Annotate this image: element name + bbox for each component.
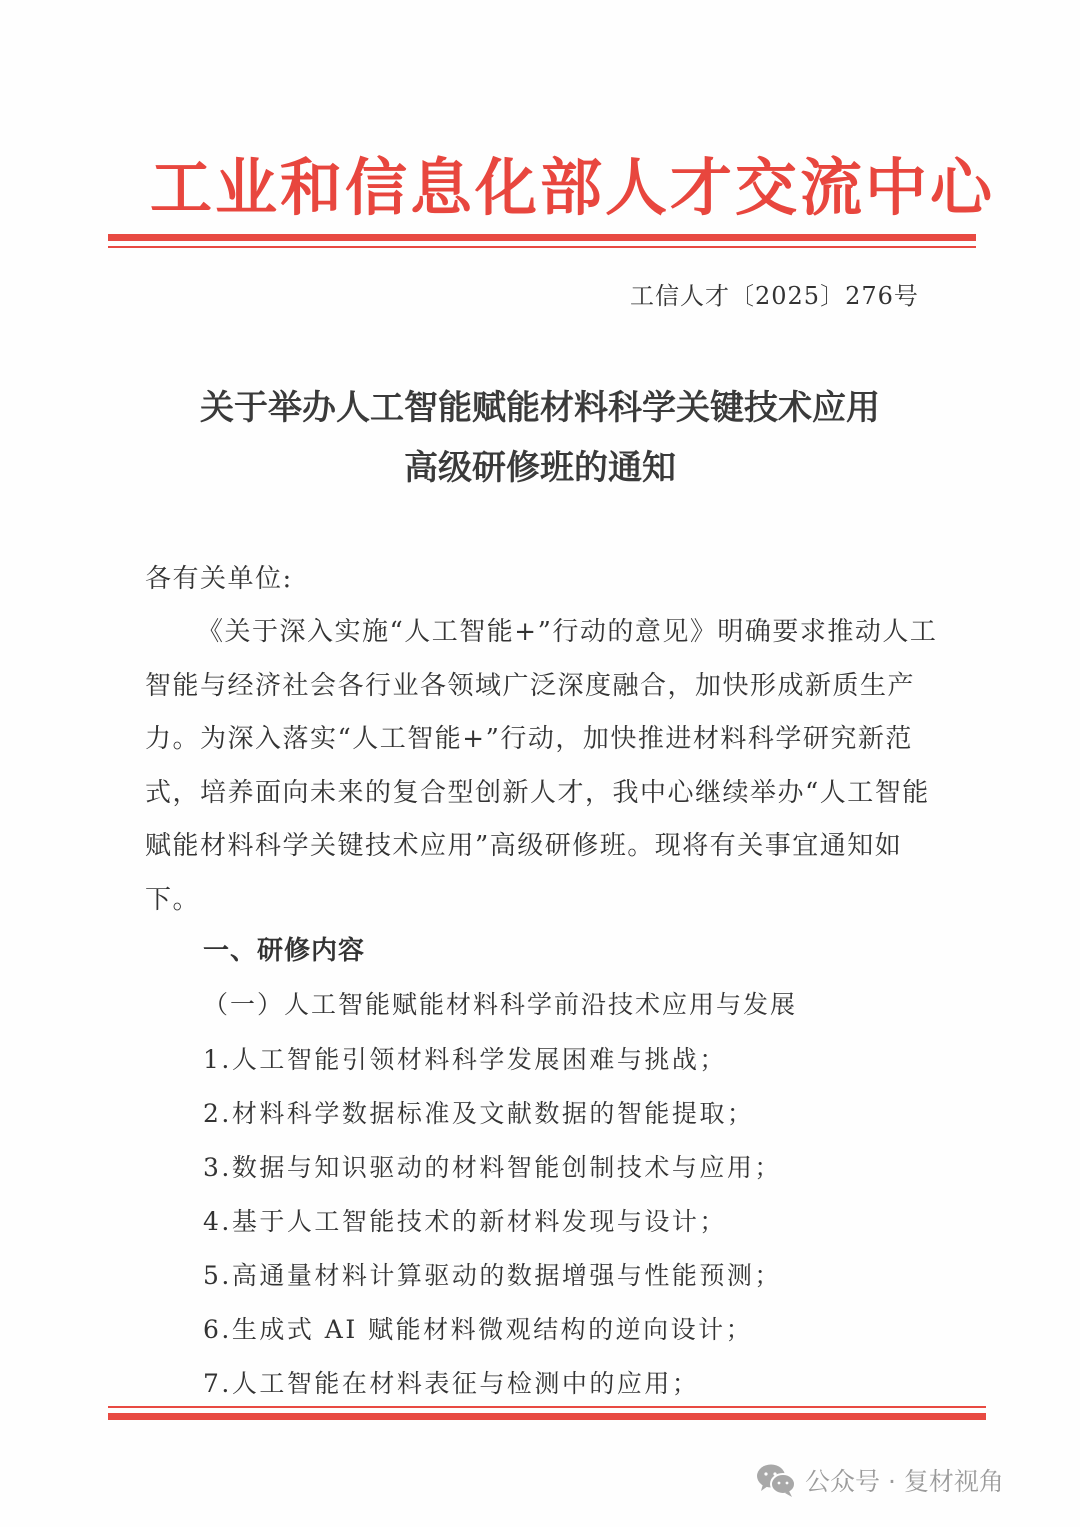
list-item: 2.材料科学数据标准及文献数据的智能提取； <box>203 1099 755 1128</box>
list-item: 7.人工智能在材料表征与检测中的应用； <box>203 1369 700 1398</box>
document-title-line-1: 关于举办人工智能赋能材料科学关键技术应用 <box>200 388 880 428</box>
footer-rule-thick <box>108 1413 986 1420</box>
list-item: 1.人工智能引领材料科学发展困难与挑战； <box>203 1045 727 1074</box>
list-item: 5.高通量材料计算驱动的数据增强与性能预测； <box>203 1261 782 1290</box>
document-number: 工信人才〔2025〕276号 <box>630 282 919 310</box>
wechat-icon <box>755 1462 797 1498</box>
list-item: 3.数据与知识驱动的材料智能创制技术与应用； <box>203 1153 782 1182</box>
header-rule-thin <box>108 246 976 248</box>
salutation: 各有关单位: <box>145 564 293 594</box>
intro-paragraph: 《关于深入实施“人工智能+”行动的意见》明确要求推动人工智能与经济社会各行业各领域广泛深度融合，加快形成新质生产力。为深入落实“人工智能+”行动，加快推进材料科学研究新范式，培养面向未来的复合型创新人才，我中心继续举办“人工智能赋能材料科学关键技术应用”高级研修班。现将有关事宜通知如下。 <box>145 617 938 915</box>
header-rule-thick <box>108 234 976 241</box>
section-heading: 一、研修内容 <box>203 936 366 966</box>
footer-rule-thin <box>108 1406 986 1408</box>
document-title-line-2: 高级研修班的通知 <box>404 448 676 488</box>
organization-header: 工业和信息化部人才交流中心 <box>150 151 996 224</box>
watermark <box>755 1462 1004 1498</box>
watermark-text: 公众号 · 复材视角 <box>805 1467 1004 1496</box>
content-item-list <box>203 1040 782 1418</box>
document-title <box>130 378 950 498</box>
list-item: 4.基于人工智能技术的新材料发现与设计； <box>203 1207 727 1236</box>
list-item: 6.生成式 AI 赋能材料微观结构的逆向设计； <box>203 1315 754 1344</box>
subsection-heading: （一）人工智能赋能材料科学前沿技术应用与发展 <box>203 990 798 1019</box>
